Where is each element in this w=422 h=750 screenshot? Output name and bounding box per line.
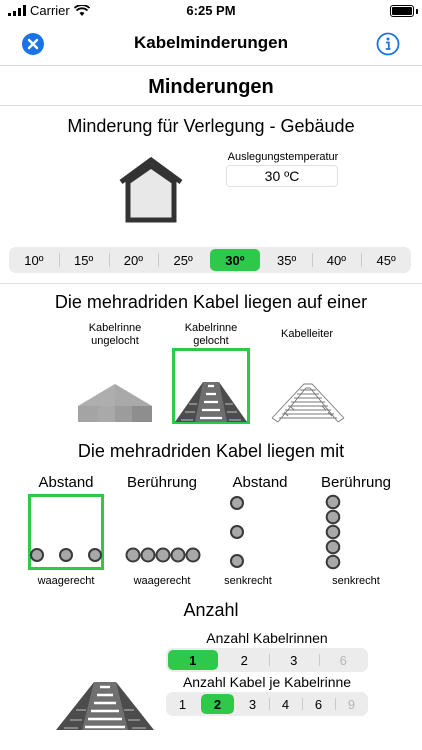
trays-count-option[interactable]: 2 (240, 652, 248, 668)
lay-with-section-title: Die mehradriden Kabel liegen mit (77, 441, 345, 461)
page-title: Minderungen (148, 76, 274, 98)
cables-count-option[interactable]: 6 (302, 692, 335, 716)
cable-ladder-icon[interactable] (270, 382, 346, 424)
trays-count-option-selected[interactable]: 1 (168, 650, 218, 670)
temperature-value: 30 ºC (226, 165, 338, 187)
trays-count-segmented-control (166, 648, 368, 672)
spacing-foot-4: senkrecht (332, 575, 380, 587)
temperature-option[interactable]: 35º (277, 252, 297, 268)
spacing-foot-2: waagerecht (133, 575, 191, 587)
temperature-option[interactable]: 15º (59, 247, 109, 273)
cables-count-option-disabled[interactable]: 9 (335, 692, 368, 716)
temperature-option[interactable]: 25º (158, 247, 208, 273)
temperature-segmented-control (9, 247, 411, 273)
cables-spaced-vertical-icon[interactable] (226, 494, 248, 572)
temperature-option[interactable]: 10º (24, 252, 44, 268)
cables-count-option[interactable]: 4 (269, 692, 302, 716)
battery-icon (390, 5, 414, 17)
spacing-foot-1: waagerecht (37, 575, 95, 587)
temperature-option[interactable]: 45º (361, 247, 411, 273)
spacing-head-1: Abstand (38, 474, 94, 491)
cables-count-option[interactable]: 1 (178, 696, 187, 712)
info-button[interactable] (376, 32, 400, 56)
divider (0, 283, 422, 284)
cables-touching-vertical-icon[interactable] (322, 494, 344, 572)
temperature-option[interactable]: 20º (109, 247, 159, 273)
battery-tip (416, 9, 418, 14)
temperature-label: Auslegungstemperatur (227, 151, 339, 163)
count-section-title: Anzahl (183, 600, 239, 620)
status-time: 6:25 PM (186, 3, 236, 18)
nav-title: Kabelminderungen (134, 33, 288, 52)
trays-count-label: Anzahl Kabelrinnen (206, 630, 328, 646)
solid-tray-icon[interactable] (78, 382, 152, 424)
temperature-option[interactable]: 40º (312, 247, 362, 273)
cables-count-option[interactable]: 3 (248, 696, 257, 712)
trays-count-option-disabled[interactable]: 6 (319, 648, 369, 672)
status-bar (0, 0, 422, 22)
cables-count-label: Anzahl Kabel je Kabelrinne (182, 674, 352, 690)
option-label-perforated: Kabelrinne gelocht (184, 322, 238, 347)
install-section-title: Minderung für Verlegung - Gebäude (67, 116, 355, 136)
cables-touching-horizontal-icon[interactable] (124, 544, 202, 566)
spacing-head-3: Abstand (232, 474, 288, 491)
option-label-unperforated: Kabelrinne ungelocht (88, 322, 142, 347)
navigation-bar (0, 22, 422, 66)
cables-count-option-selected[interactable]: 2 (201, 694, 234, 714)
building-icon (116, 156, 186, 226)
divider (0, 105, 422, 106)
carrier-label: Carrier (30, 3, 70, 18)
spacing-head-4: Berührung (320, 474, 392, 491)
info-circle-icon (376, 32, 400, 56)
option-label-ladder: Kabelleiter (281, 328, 333, 340)
spacing-foot-3: senkrecht (224, 575, 272, 587)
trays-count-option[interactable]: 3 (269, 648, 319, 672)
lay-on-section-title: Die mehradriden Kabel liegen auf einer (54, 292, 368, 312)
perforated-tray-icon[interactable] (175, 378, 247, 422)
spacing-head-2: Berührung (126, 474, 198, 491)
temperature-option-selected[interactable]: 30º (210, 249, 260, 271)
cable-tray-count-icon (56, 680, 154, 730)
cables-count-segmented-control (166, 692, 368, 716)
cables-spaced-horizontal-icon[interactable] (28, 494, 104, 570)
